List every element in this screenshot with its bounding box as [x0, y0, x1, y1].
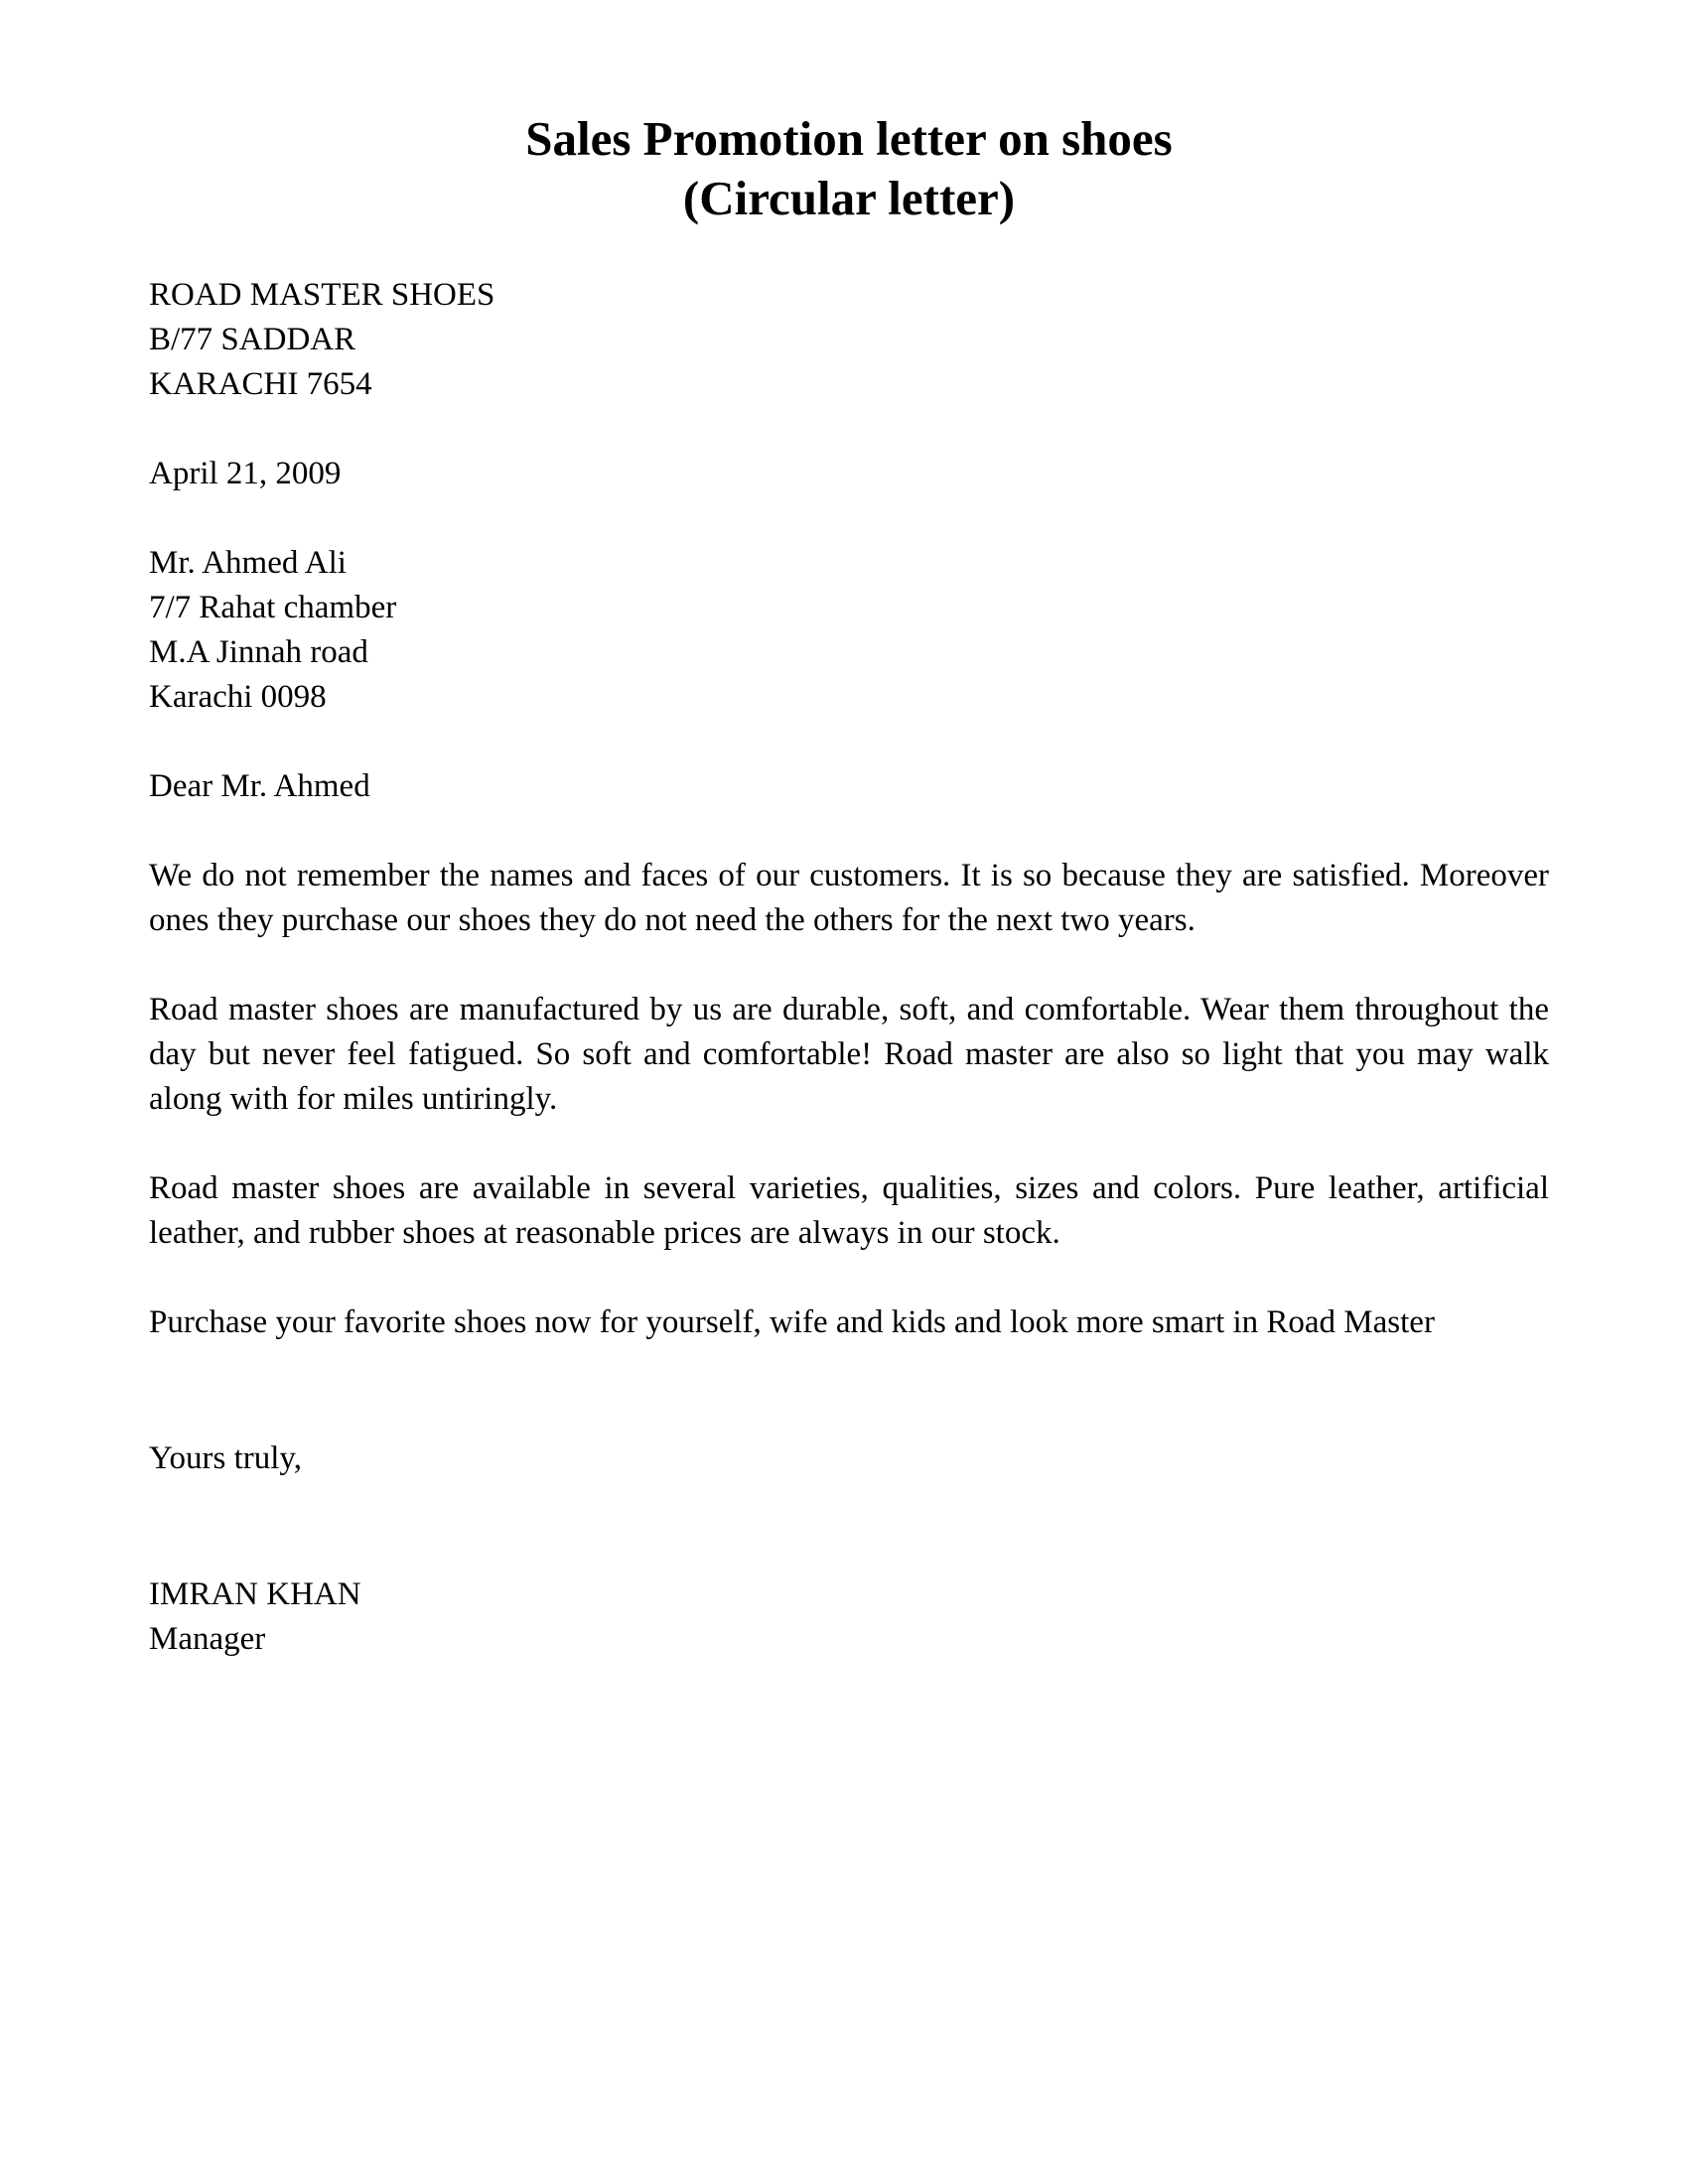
body-paragraph-3: Road master shoes are available in several varieties, qualities, sizes and colors. Pure leather, artificial leather, and rubber shoes at reasonable prices are always in our stock.: [149, 1170, 1549, 1251]
body-paragraph-2: Road master shoes are manufactured by us are durable, soft, and comfortable. Wear them throughout the day but never feel fatigued. So soft and comfortable! Road master are also so light that you may walk along with for miles untiringly.: [149, 992, 1549, 1117]
body-paragraph-1: We do not remember the names and faces of our customers. It is so because they are satisfied. Moreover ones they purchase our shoes they do not need the others for the next two years.: [149, 858, 1549, 938]
sender-street: B/77 SADDAR: [149, 322, 356, 357]
letter-date: April 21, 2009: [149, 456, 342, 491]
sender-company: ROAD MASTER SHOES: [149, 277, 495, 313]
salutation: Dear Mr. Ahmed: [149, 768, 370, 804]
closing: Yours truly,: [149, 1440, 303, 1476]
signature-name: IMRAN KHAN: [149, 1576, 361, 1612]
sender-address: [149, 273, 1549, 407]
sender-city: KARACHI 7654: [149, 366, 372, 402]
letter-title-line2: (Circular letter): [682, 171, 1016, 225]
recipient-road: M.A Jinnah road: [149, 634, 368, 670]
letter-title: [149, 109, 1549, 228]
signature-title: Manager: [149, 1621, 266, 1657]
recipient-street: 7/7 Rahat chamber: [149, 590, 397, 625]
recipient-name: Mr. Ahmed Ali: [149, 545, 347, 581]
recipient-address: [149, 541, 1549, 720]
letter-title-line1: Sales Promotion letter on shoes: [525, 111, 1173, 166]
body-paragraph-4: Purchase your favorite shoes now for yourself, wife and kids and look more smart in Road Master: [149, 1304, 1435, 1340]
recipient-city: Karachi 0098: [149, 679, 327, 715]
signature: [149, 1572, 1549, 1662]
